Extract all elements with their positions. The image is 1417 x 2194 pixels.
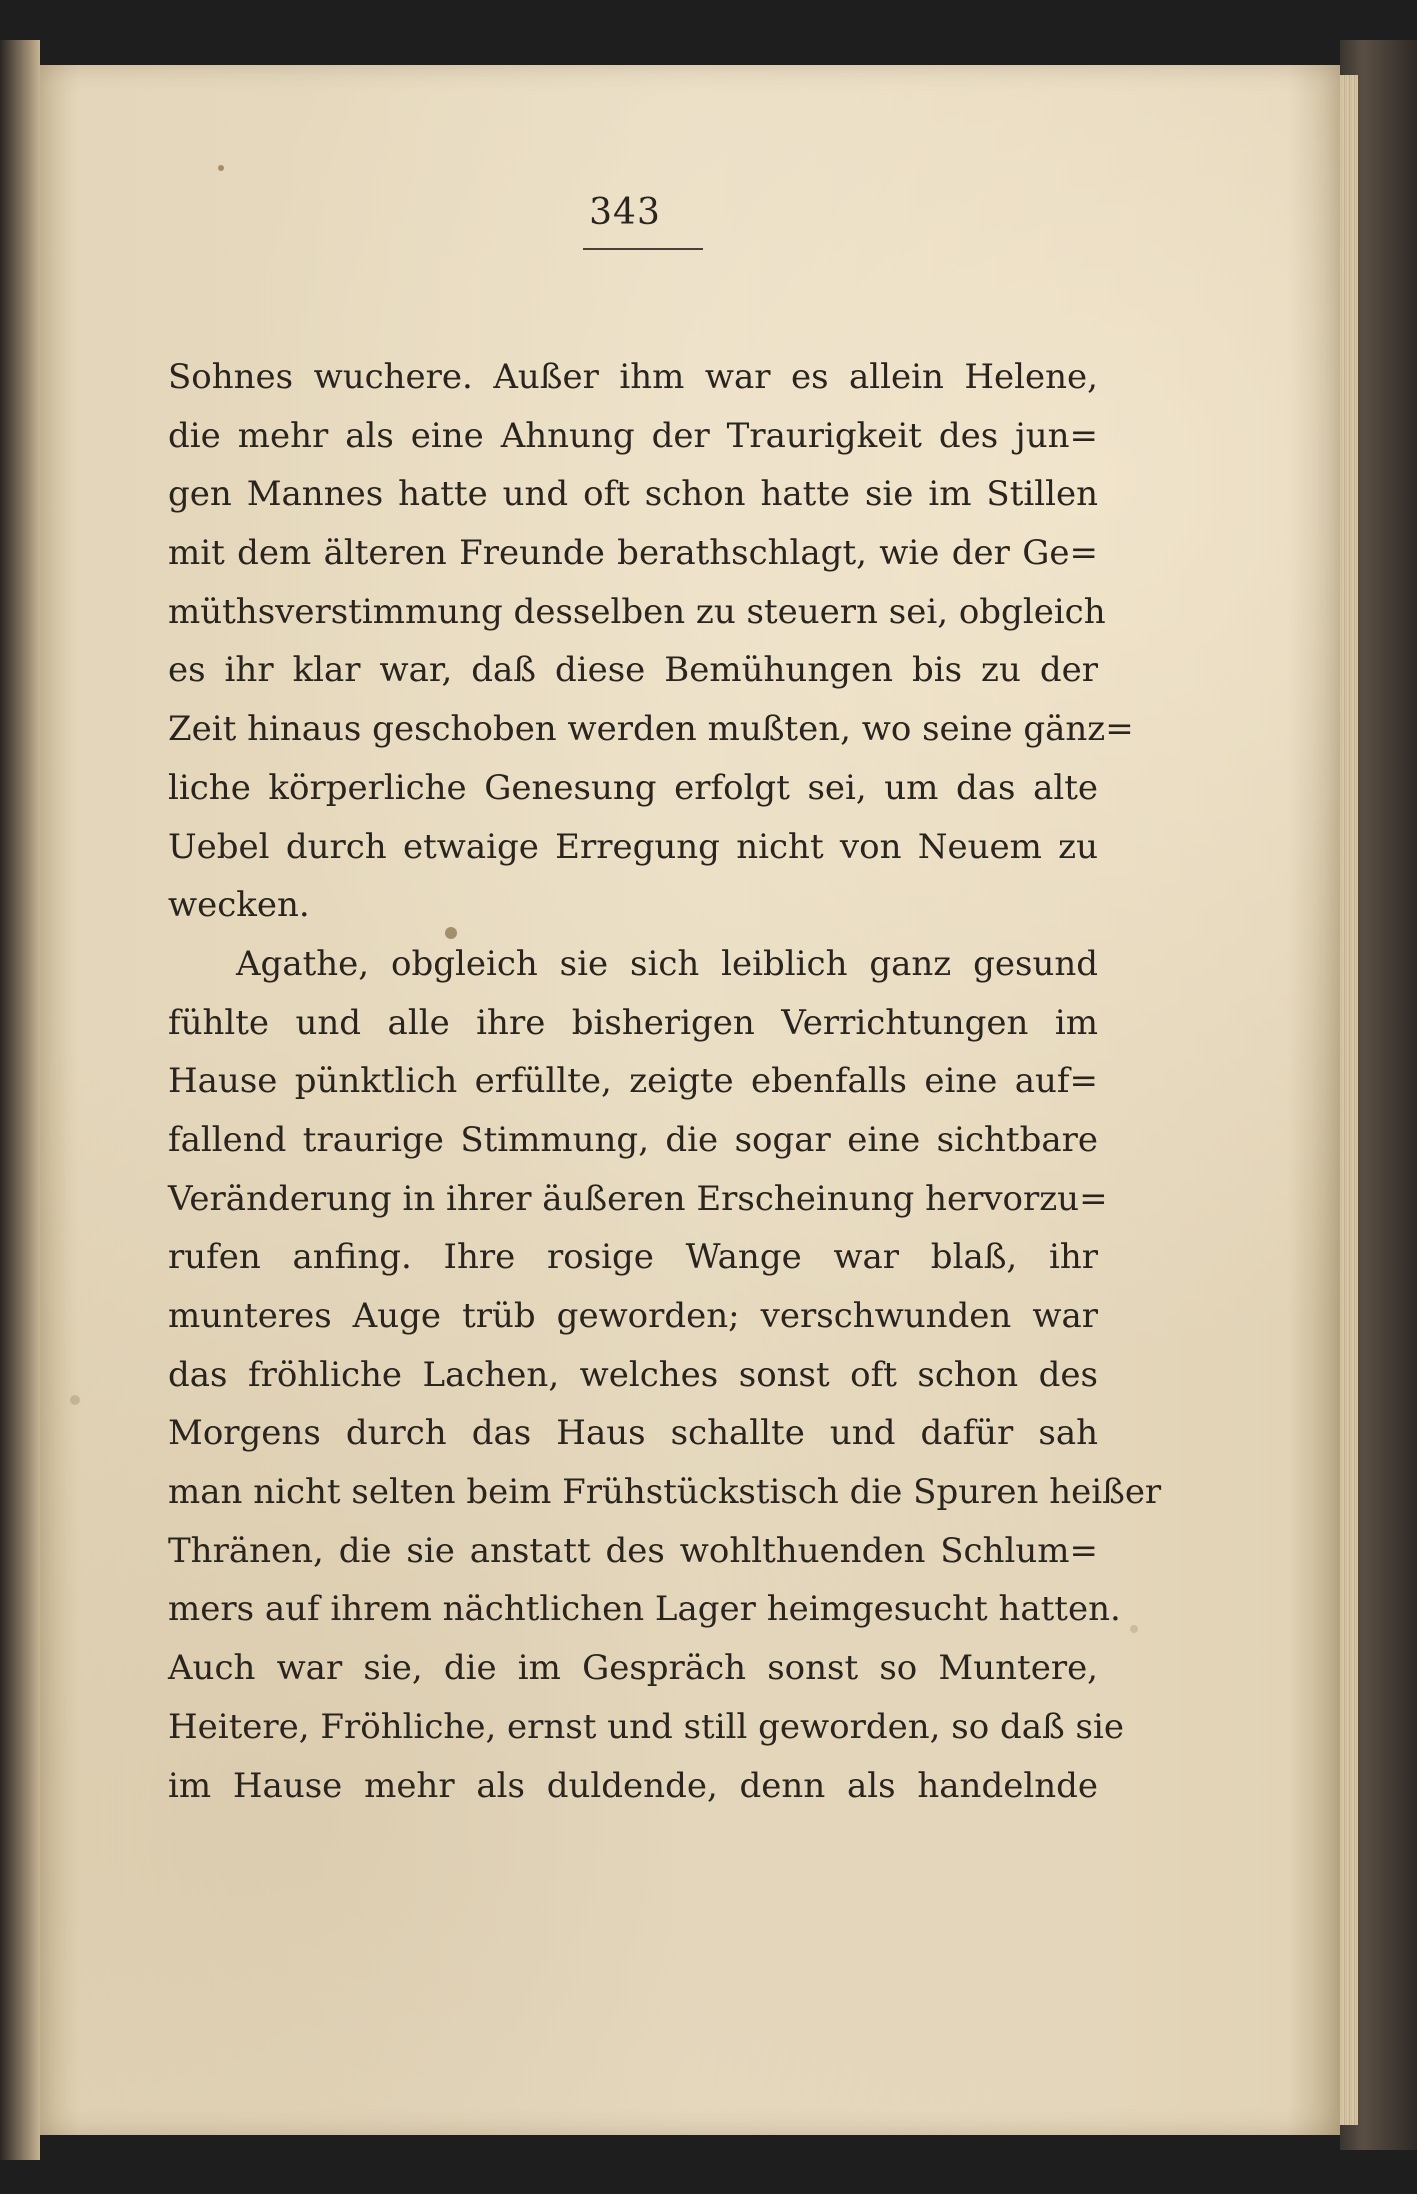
text-line: müthsverstimmung desselben zu steuern sei, obgleich <box>168 591 1106 632</box>
text-line: wecken. <box>168 885 310 926</box>
text-line: Zeit hinaus geschoben werden mußten, wo seine gänz= <box>168 709 1134 750</box>
text-line: Morgens durch das Haus schallte und dafür sah <box>168 1413 1098 1454</box>
text-line: liche körperliche Genesung erfolgt sei, um das alte <box>168 767 1098 808</box>
text-line: man nicht selten beim Frühstückstisch die Spuren heißer <box>168 1472 1162 1513</box>
text-line: rufen anfing. Ihre rosige Wange war blaß, ihr <box>168 1237 1098 1278</box>
text-line: munteres Auge trüb geworden; verschwunden war <box>168 1296 1098 1336</box>
text-line: gen Mannes hatte und oft schon hatte sie im Stillen <box>168 474 1098 515</box>
text-line: fühlte und alle ihre bisherigen Verrichtungen im <box>168 1002 1098 1043</box>
page-number: 343 <box>589 192 661 233</box>
text-line: Heitere, Fröhliche, ernst und still geworden, so daß sie <box>168 1706 1124 1747</box>
book-binding-left <box>0 40 40 2160</box>
text-line: Agathe, obgleich sie sich leiblich ganz gesund <box>236 943 1098 984</box>
paper-speck <box>1130 1625 1138 1633</box>
text-line: fallend traurige Stimmung, die sogar eine sichtbare <box>168 1119 1098 1160</box>
text-line: es ihr klar war, daß diese Bemühungen bis zu der <box>168 650 1098 691</box>
text-line: im Hause mehr als duldende, denn als handelnde <box>168 1765 1098 1806</box>
text-line: Uebel durch etwaige Erregung nicht von Neuem zu <box>168 826 1098 867</box>
paragraph <box>168 935 1162 1815</box>
text-line: mers auf ihrem nächtlichen Lager heimgesucht hatten. <box>168 1589 1121 1630</box>
text-line: Auch war sie, die im Gespräch sonst so Muntere, <box>168 1648 1098 1689</box>
text-line: Veränderung in ihrer äußeren Erscheinung hervorzu= <box>168 1178 1108 1219</box>
text-line: mit dem älteren Freunde berathschlagt, wie der Ge= <box>168 533 1098 574</box>
page-edges <box>1340 75 1358 2125</box>
body-text <box>168 348 1162 1815</box>
text-line: die mehr als eine Ahnung der Traurigkeit des jun= <box>168 415 1098 456</box>
text-line: Sohnes wuchere. Außer ihm war es allein Helene, <box>168 357 1098 397</box>
page-number-rule <box>583 248 703 250</box>
paper-speck <box>70 1395 80 1405</box>
paragraph <box>168 348 1134 935</box>
text-line: Hause pünktlich erfüllte, zeigte ebenfalls eine auf= <box>168 1061 1098 1102</box>
text-line: das fröhliche Lachen, welches sonst oft schon des <box>168 1354 1098 1395</box>
paper-speck <box>218 165 224 171</box>
text-line: Thränen, die sie anstatt des wohlthuenden Schlum= <box>168 1530 1098 1571</box>
